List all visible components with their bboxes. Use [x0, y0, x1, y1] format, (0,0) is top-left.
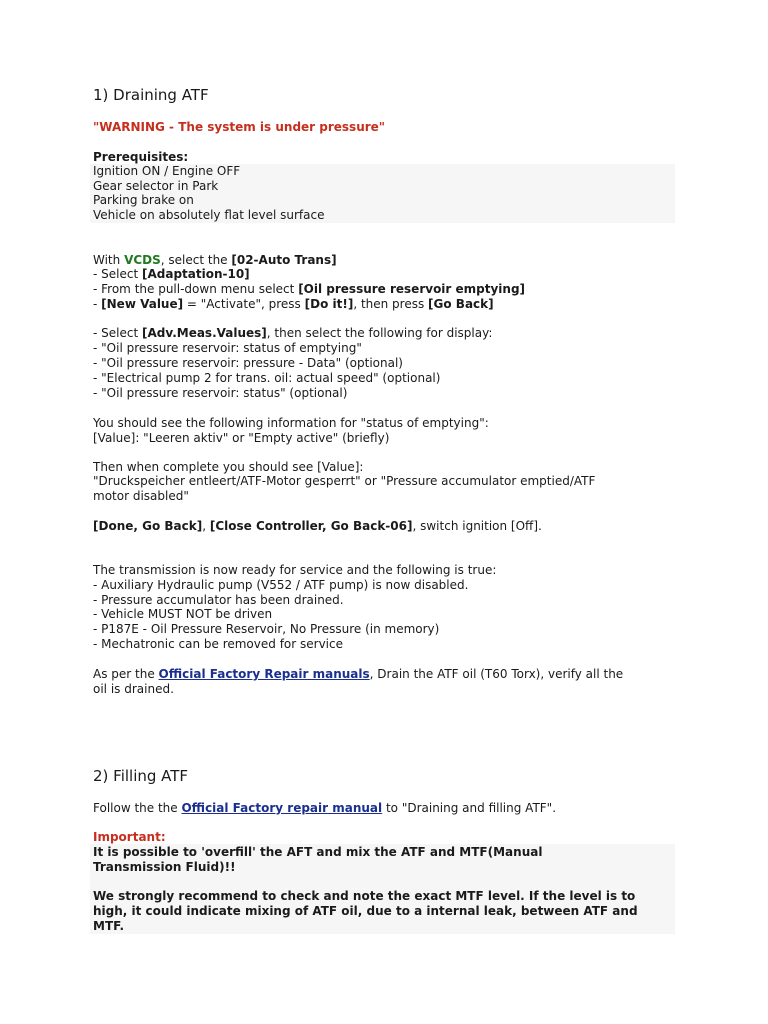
vcds-module: [02-Auto Trans]	[231, 253, 337, 267]
important-label: Important:	[93, 830, 166, 844]
pulldown-line	[93, 282, 525, 297]
do-it-bold: [Do it!]	[304, 297, 354, 311]
go-back-bold: [Go Back]	[428, 297, 494, 311]
section1-title: 1) Draining ATF	[93, 86, 209, 104]
new-value-pre: -	[93, 297, 102, 311]
done-sep: ,	[202, 519, 210, 533]
adv-meas-line	[93, 326, 492, 341]
new-value-mid1: = "Activate", press	[183, 297, 305, 311]
see-line: [Value]: "Leeren aktiv" or "Empty active" (briefly)	[93, 431, 390, 445]
meas-item: - "Oil pressure reservoir: status" (optional)	[93, 386, 348, 400]
factory-repair-manuals-link[interactable]: Official Factory Repair manuals	[158, 667, 370, 681]
manual-post: , Drain the ATF oil (T60 Torx), verify all the	[369, 667, 624, 681]
prerequisites-title: Prerequisites:	[93, 150, 189, 164]
ready-line: - Vehicle MUST NOT be driven	[93, 607, 273, 621]
meas-item: - "Electrical pump 2 for trans. oil: actual speed" (optional)	[93, 371, 441, 385]
new-value-line	[93, 297, 494, 312]
complete-line: "Druckspeicher entleert/ATF-Motor gesperrt" or "Pressure accumulator emptied/ATF	[93, 474, 596, 488]
pulldown-pre: - From the pull-down menu select	[93, 282, 299, 296]
ready-line: - P187E - Oil Pressure Reservoir, No Pressure (in memory)	[93, 622, 440, 636]
see-line: You should see the following information for "status of emptying":	[93, 416, 489, 430]
meas-item: - "Oil pressure reservoir: pressure - Data" (optional)	[93, 356, 403, 370]
section2-title: 2) Filling ATF	[93, 767, 189, 785]
vcds-line-mid: , select the	[160, 253, 232, 267]
new-value-mid2: , then press	[353, 297, 429, 311]
done-go-back: [Done, Go Back]	[93, 519, 203, 533]
adaptation-line	[93, 267, 250, 282]
prereq-item: Vehicle on absolutely flat level surface	[93, 208, 325, 222]
prereq-item: Parking brake on	[93, 193, 194, 207]
factory-repair-manual-link[interactable]: Official Factory repair manual	[181, 801, 383, 815]
manual-line	[93, 667, 623, 682]
pulldown-bold: [Oil pressure reservoir emptying]	[298, 282, 526, 296]
manual-pre: As per the	[93, 667, 159, 681]
follow-post: to "Draining and filling ATF".	[382, 801, 557, 815]
meas-item: - "Oil pressure reservoir: status of emptying"	[93, 341, 362, 355]
prereq-item: Gear selector in Park	[93, 179, 219, 193]
ready-line: - Mechatronic can be removed for service	[93, 637, 343, 651]
vcds-brand: VCDS	[124, 253, 161, 267]
recommend-line: high, it could indicate mixing of ATF oil, due to a internal leak, between ATF and	[93, 904, 638, 918]
important-line: Transmission Fluid)!!	[93, 860, 236, 874]
ready-line: The transmission is now ready for service and the following is true:	[93, 563, 497, 577]
done-line	[93, 519, 542, 534]
new-value-bold: [New Value]	[101, 297, 184, 311]
adv-meas-bold: [Adv.Meas.Values]	[141, 326, 267, 340]
close-controller: [Close Controller, Go Back-06]	[209, 519, 413, 533]
done-post: , switch ignition [Off].	[412, 519, 542, 533]
follow-pre: Follow the the	[93, 801, 182, 815]
adaptation-bold: [Adaptation-10]	[141, 267, 250, 281]
ready-line: - Auxiliary Hydraulic pump (V552 / ATF pump) is now disabled.	[93, 578, 469, 592]
warning-text: "WARNING - The system is under pressure"	[93, 120, 386, 134]
recommend-line: MTF.	[93, 919, 125, 933]
ready-line: - Pressure accumulator has been drained.	[93, 593, 344, 607]
complete-line: Then when complete you should see [Value]:	[93, 460, 364, 474]
manual-line-2: oil is drained.	[93, 682, 174, 696]
adv-meas-post: , then select the following for display:	[266, 326, 493, 340]
complete-line: motor disabled"	[93, 489, 189, 503]
vcds-line	[93, 253, 337, 268]
prereq-item: Ignition ON / Engine OFF	[93, 164, 241, 178]
adv-meas-pre: - Select	[93, 326, 142, 340]
recommend-line: We strongly recommend to check and note the exact MTF level. If the level is to	[93, 889, 636, 903]
follow-line	[93, 801, 556, 816]
important-line: It is possible to 'overfill' the AFT and mix the ATF and MTF(Manual	[93, 845, 543, 859]
vcds-line-pre: With	[93, 253, 125, 267]
adaptation-pre: - Select	[93, 267, 142, 281]
